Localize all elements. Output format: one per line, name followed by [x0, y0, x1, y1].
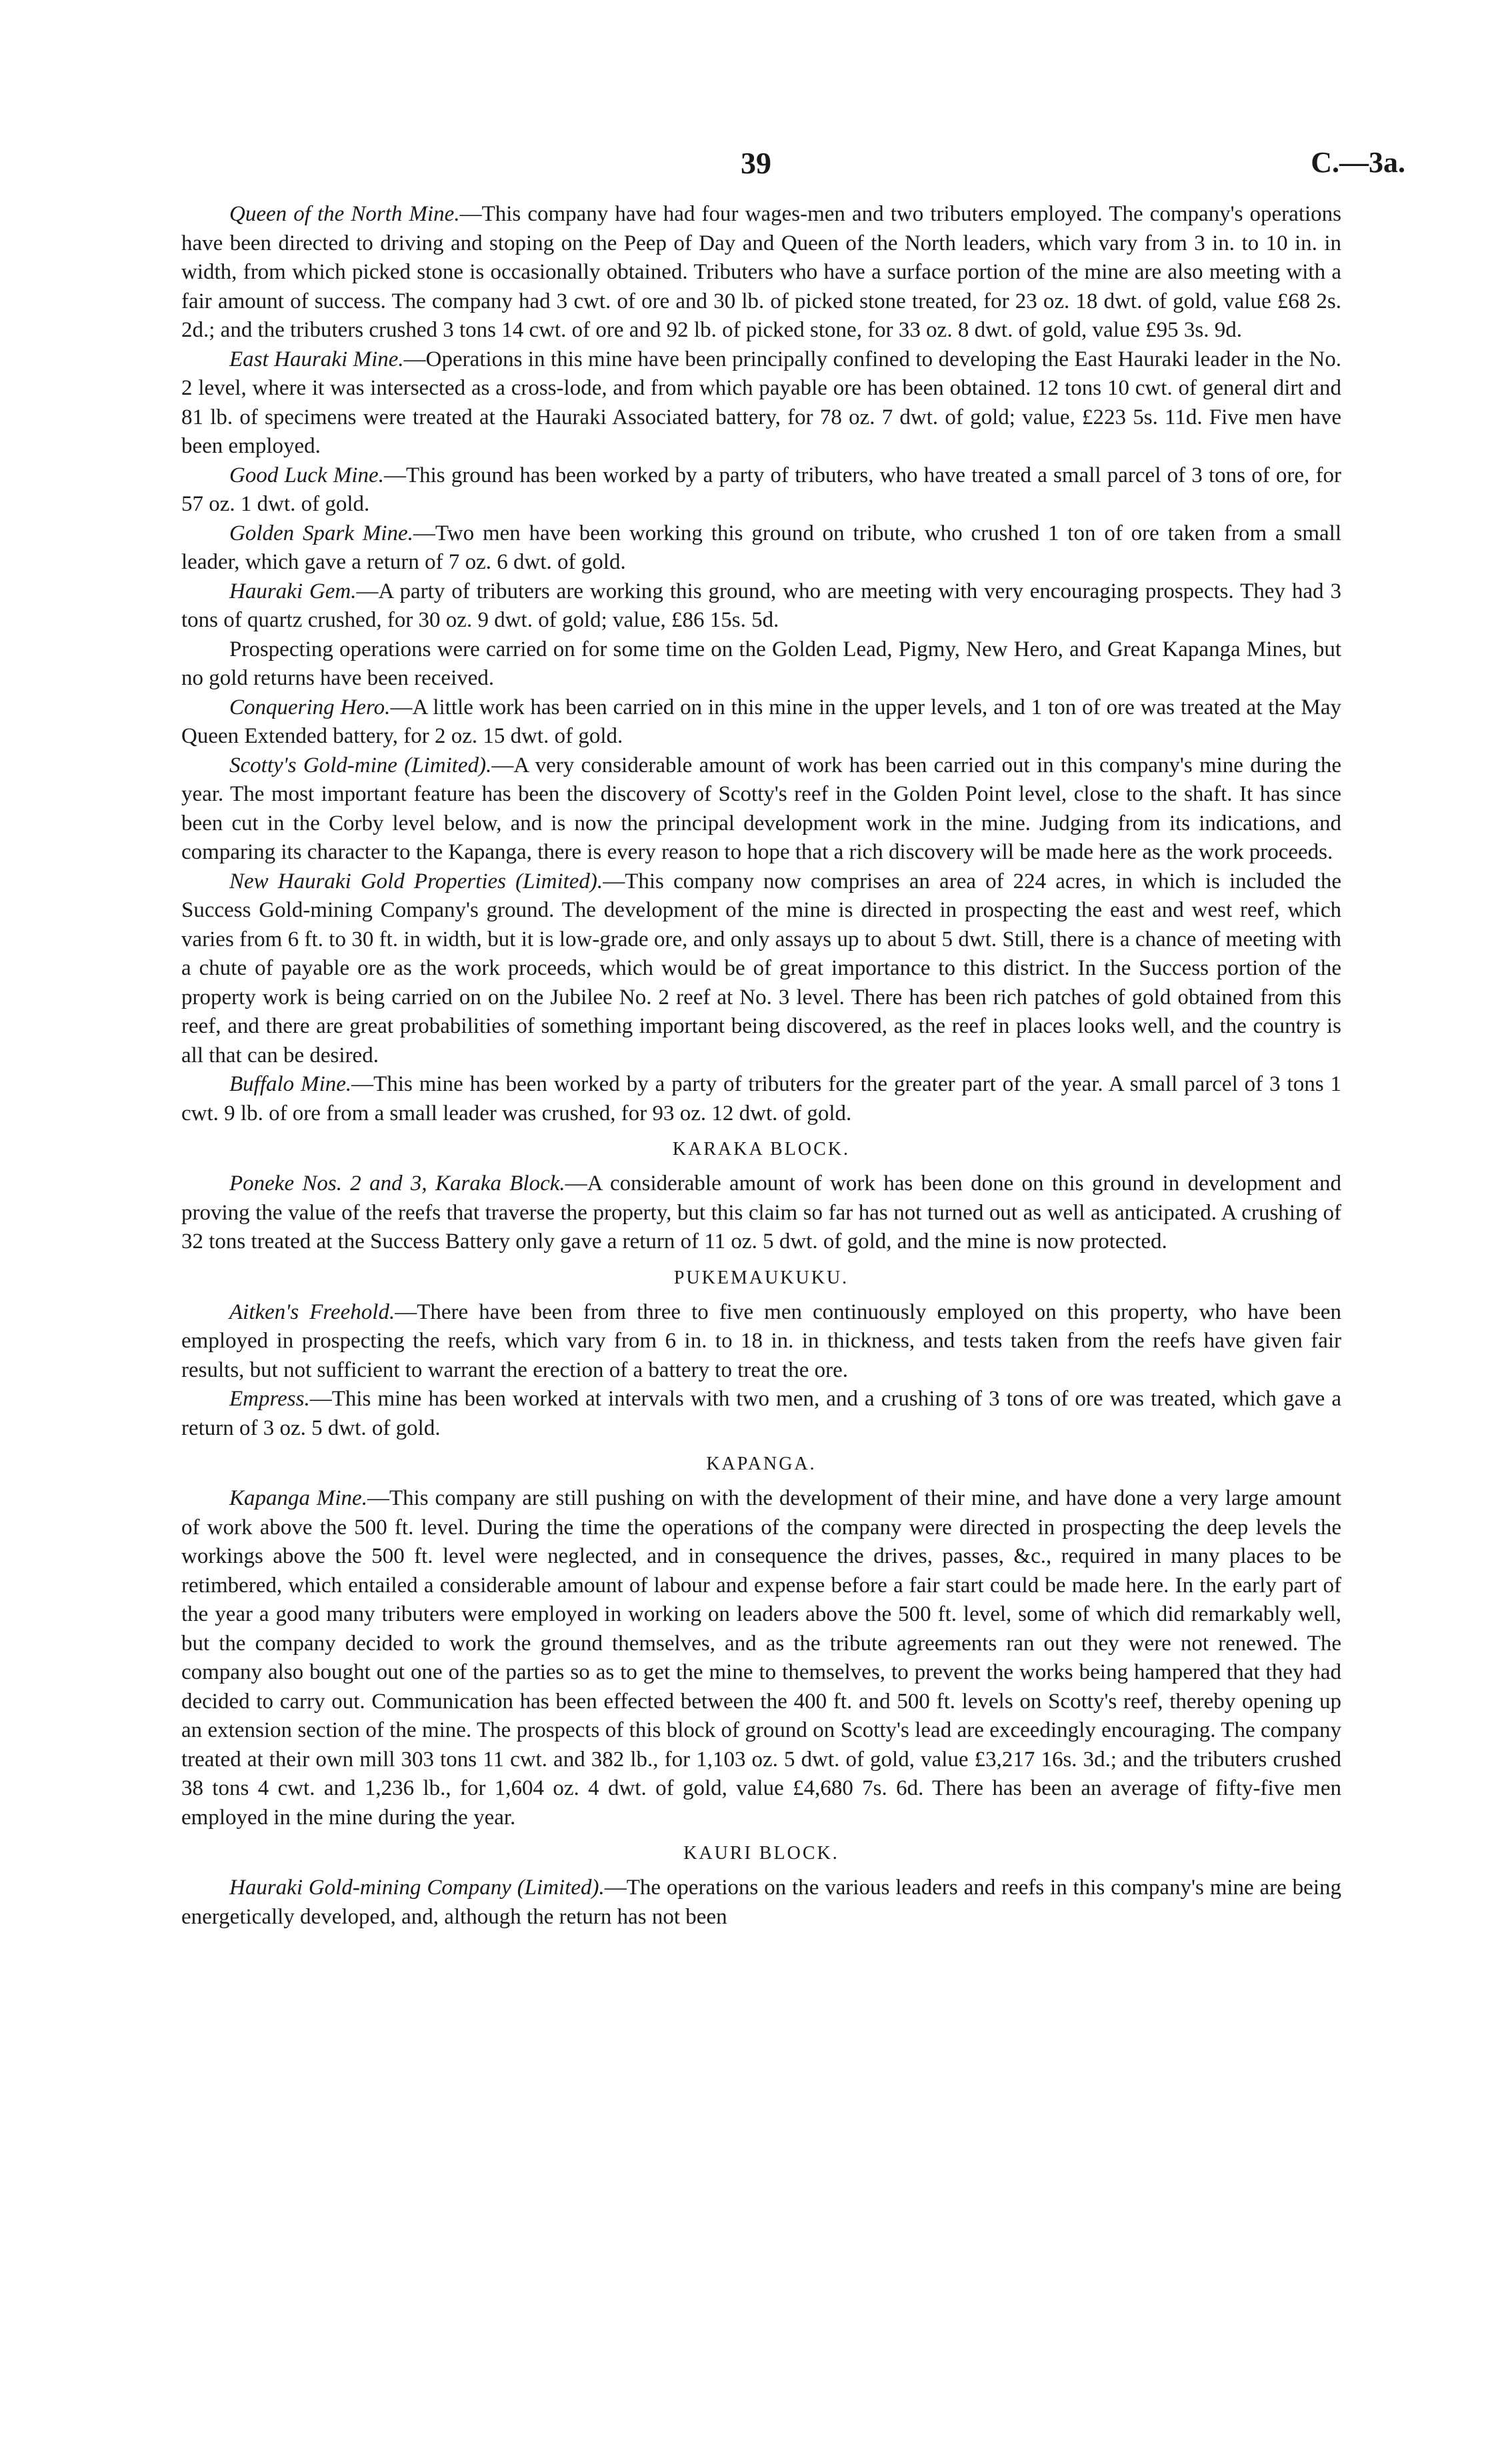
paragraph-title: East Hauraki Mine. — [229, 347, 404, 371]
paragraph-text: —A party of tributers are working this ground, who are meeting with very encouraging prospects. They had 3 tons of quartz crushed, for 30 oz. 9 dwt. of gold; value, £86 15s. 5d. — [181, 579, 1341, 632]
paragraph-title: Conquering Hero. — [229, 695, 391, 719]
paragraph-title: Golden Spark Mine. — [229, 521, 413, 545]
page-number: 39 — [741, 146, 771, 180]
paragraph-title: Aitken's Freehold. — [229, 1300, 395, 1324]
paragraph-text: —A considerable amount of work has been done on this ground in development and proving the value of the reefs that traverse the property, but this claim so far has not turned out as well as anticipated. A crushing of 32 tons treated at the Success Battery only gave a return of 11 oz. 5 dwt. of gold, and the mine is now protected. — [181, 1171, 1341, 1254]
paragraph-text: —This mine has been worked at intervals with two men, and a crushing of 3 tons of ore was treated, which gave a return of 3 oz. 5 dwt. of gold. — [181, 1387, 1341, 1440]
paragraph — [181, 200, 1341, 345]
paragraph — [181, 1070, 1341, 1128]
paragraph-text: —This ground has been worked by a party of tributers, who have treated a small parcel of 3 tons of ore, for 57 oz. 1 dwt. of gold. — [181, 463, 1341, 516]
paragraph-text: —A little work has been carried on in this mine in the upper levels, and 1 ton of ore was treated at the May Queen Extended battery, for 2 oz. 15 dwt. of gold. — [181, 695, 1342, 748]
paragraph-title: Poneke Nos. 2 and 3, Karaka Block. — [229, 1171, 565, 1195]
paragraph-text: —The operations on the various leaders and reefs in this company's mine are being energetically developed, and, although the return has not been — [181, 1876, 1341, 1929]
paragraph-text: Prospecting operations were carried on for some time on the Golden Lead, Pigmy, New Hero, and Great Kapanga Mines, but no gold returns have been received. — [181, 637, 1341, 690]
paragraph-text: —This mine has been worked by a party of tributers for the greater part of the year. A small parcel of 3 tons 1 cwt. 9 lb. of ore from a small leader was crushed, for 93 oz. 12 dwt. of gold. — [181, 1072, 1341, 1125]
paragraph — [181, 345, 1341, 461]
paragraph — [181, 693, 1341, 751]
paragraph — [181, 867, 1341, 1071]
section-heading: KARAKA BLOCK. — [672, 1139, 851, 1159]
paragraph-text: —Operations in this mine have been principally confined to developing the East Hauraki leader in the No. 2 level, where it was intersected as a cross-lode, and from which payable ore has been obtained. 12 tons 10 cwt. of general dirt and 81 lb. of specimens were treated at the Hauraki Associated battery, for 78 oz. 7 dwt. of gold; value, £223 5s. 11d. Five men have been employed. — [181, 347, 1342, 458]
paragraph — [181, 461, 1341, 519]
paragraph — [181, 1484, 1341, 1832]
paragraph-text: —There have been from three to five men continuously employed on this property, who have been employed in prospecting the reefs, which vary from 6 in. to 18 in. in thickness, and tests taken from the reefs have given fair results, but not sufficient to warrant the erection of a battery to treat the ore. — [181, 1300, 1341, 1382]
paragraph-text: —A very considerable amount of work has been carried out in this company's mine during the year. The most important feature has been the discovery of Scotty's reef in the Golden Point level, close to the shaft. It has since been cut in the Corby level below, and is now the principal development work in the mine. Judging from its indications, and comparing its character to the Kapanga, there is every reason to hope that a rich discovery will be made here as the work proceeds. — [181, 753, 1342, 864]
paragraph-text: —This company now comprises an area of 224 acres, in which is included the Success Gold-mining Company's ground. The development of the mine is directed in prospecting the east and west reef, which varies from 6 ft. to 30 ft. in width, but it is low-grade ore, and only assays up to about 5 dwt. Still, there is a chance of meeting with a chute of payable ore as the work proceeds, which would be of great importance to this district. In the Success portion of the property work is being carried on on the Jubilee No. 2 reef at No. 3 level. There has been rich patches of gold obtained from this reef, and there are great probabilities of something important being discovered, as the reef in places looks well, and the country is all that can be desired. — [181, 869, 1341, 1067]
section-heading: KAURI BLOCK. — [683, 1843, 839, 1864]
paragraph — [181, 577, 1341, 635]
paragraph — [181, 1169, 1341, 1257]
paragraph-title: Hauraki Gem. — [229, 579, 357, 603]
paragraph-title: Empress. — [229, 1387, 310, 1411]
paragraph-title: Good Luck Mine. — [229, 463, 384, 487]
paragraph-title: Hauraki Gold-mining Company (Limited). — [229, 1876, 605, 1900]
paragraph-title: Buffalo Mine. — [229, 1072, 352, 1096]
paragraph — [181, 635, 1341, 693]
paragraph — [181, 751, 1341, 867]
paragraph-title: New Hauraki Gold Properties (Limited). — [229, 869, 603, 893]
paragraph-title: Queen of the North Mine. — [229, 202, 460, 226]
paragraph-text: —Two men have been working this ground on tribute, who crushed 1 ton of ore taken from a small leader, which gave a return of 7 oz. 6 dwt. of gold. — [181, 521, 1342, 574]
section-heading: KAPANGA. — [706, 1454, 817, 1474]
section-heading: PUKEMAUKUKU. — [673, 1267, 849, 1288]
paragraph-title: Scotty's Gold-mine (Limited). — [229, 753, 492, 777]
paragraph-text: —This company are still pushing on with the development of their mine, and have done a very large amount of work above the 500 ft. level. During the time the operations of the company were directed in prospecting the deep levels the workings above the 500 ft. level were neglected, and in consequence the drives, passes, &c., required in many places to be retimbered, which entailed a considerable amount of labour and expense before a fair start could be made here. In the early part of the year a good many tributers were employed in working on leaders above the 500 ft. level, some of which did remarkably well, but the company decided to work the ground themselves, and as the tribute agreements ran out they were not renewed. The company also bought out one of the parties so as to get the mine to themselves, to prevent the works being hampered that they had decided to carry out. Communication has been effected between the 400 ft. and 500 ft. levels on Scotty's reef, thereby opening up an extension section of the mine. The prospects of this block of ground on Scotty's lead are exceedingly encouraging. The company treated at their own mill 303 tons 11 cwt. and 382 lb., for 1,103 oz. 5 dwt. of gold, value £3,217 16s. 3d.; and the tributers crushed 38 tons 4 cwt. and 1,236 lb., for 1,604 oz. 4 dwt. of gold, value £4,680 7s. 6d. There has been an average of fifty-five men employed in the mine during the year. — [181, 1486, 1341, 1830]
paragraph — [181, 1385, 1341, 1443]
paragraph — [181, 1874, 1341, 1932]
paragraph — [181, 519, 1341, 577]
paragraph — [181, 1298, 1341, 1386]
paragraph-text: —This company have had four wages-men and two tributers employed. The company's operations have been directed to driving and stoping on the Peep of Day and Queen of the North leaders, which vary from 3 in. to 10 in. in width, from which picked stone is occasionally obtained. Tributers who have a surface portion of the mine are also meeting with a fair amount of success. The company had 3 cwt. of ore and 30 lb. of picked stone treated, for 23 oz. 18 dwt. of gold, value £68 2s. 2d.; and the tributers crushed 3 tons 14 cwt. of ore and 92 lb. of picked stone, for 33 oz. 8 dwt. of gold, value £95 3s. 9d. — [181, 202, 1341, 342]
document-body — [181, 200, 1341, 1932]
paragraph-title: Kapanga Mine. — [229, 1486, 367, 1510]
document-reference: C.—3a. — [1311, 146, 1405, 179]
